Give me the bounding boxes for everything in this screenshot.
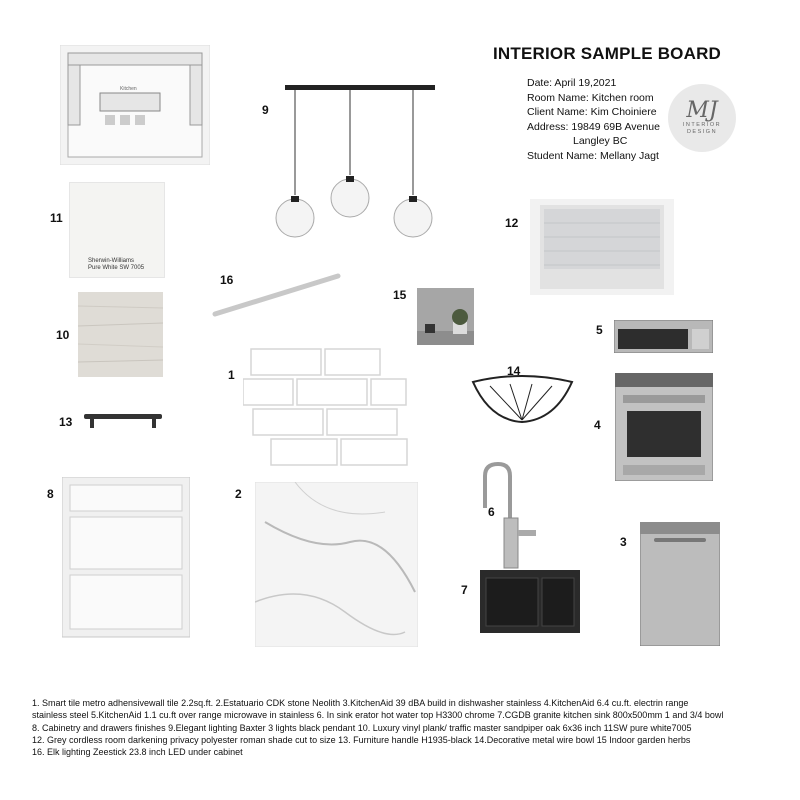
faucet-image: [470, 458, 550, 573]
item-number-4: 4: [594, 418, 601, 432]
herbs-image: [417, 288, 474, 345]
paint-brand: Sherwin-Williams: [88, 258, 135, 264]
floor-plan-image: [60, 45, 210, 165]
logo-line1: INTERIOR: [682, 122, 722, 128]
student-name-text: Student Name: Mellany Jagt: [527, 149, 659, 162]
item-number-1: 1: [228, 368, 235, 382]
marble-slab-image: [255, 482, 418, 647]
item-number-12: 12: [505, 216, 519, 230]
pendant-light-image: [265, 80, 455, 245]
item-number-8: 8: [47, 487, 54, 501]
designer-logo: [668, 84, 736, 152]
paint-color-name: Pure White SW 7005: [88, 265, 145, 271]
dishwasher-image: [640, 522, 720, 646]
client-name-text: Client Name: Kim Choiniere: [527, 106, 657, 118]
room-name-text: Room Name: Kitchen room: [527, 91, 654, 104]
address-text: Address: 19849 69B Avenue: [527, 120, 660, 133]
handle-image: [82, 408, 164, 432]
item-descriptions: [32, 697, 777, 758]
item-number-5: 5: [596, 323, 603, 337]
item-number-2: 2: [235, 487, 242, 501]
caption-line: 1. Smart tile metro adhensivewall tile 2.2sq.ft. 2.Estatuario CDK stone Neolith 3.KitchenAid 39 dBA build in dishwasher stainless 4.KitchenAid 6.4 cu.ft. electrin range: [32, 698, 689, 708]
led-stick-image: [210, 266, 345, 321]
wire-bowl-image: [470, 372, 575, 424]
roman-shade-image: [530, 199, 674, 295]
caption-line: 16. Elk lighting Zeestick 23.8 inch LED under cabinet: [32, 747, 243, 758]
microwave-image: [614, 320, 713, 353]
item-number-13: 13: [59, 415, 73, 429]
sink-image: [480, 570, 580, 633]
item-number-3: 3: [620, 535, 627, 549]
board-title: INTERIOR SAMPLE BOARD: [493, 44, 722, 63]
caption-line: stainless steel 5.KitchenAid 1.1 cu.ft over range microwave in stainless 6. In sink erator hot water top H3300 chrome 7.CGDB granite kitchen sink 800x500mm 1 and 3/4 bowl: [32, 710, 724, 721]
logo-line2: DESIGN: [686, 129, 718, 135]
item-number-7: 7: [461, 583, 468, 597]
item-number-10: 10: [56, 328, 70, 342]
logo-monogram: MJ: [686, 98, 718, 123]
address-city-text: Langley BC: [573, 135, 628, 147]
vinyl-plank-image: [78, 292, 163, 377]
item-number-6: 6: [488, 505, 495, 519]
cabinet-image: [62, 477, 190, 643]
subway-tile-image: [243, 343, 410, 468]
date-text: Date: April 19,2021: [527, 77, 617, 89]
caption-line: 12. Grey cordless room darkening privacy polyester roman shade cut to size 13. Furniture handle H1935-black 14.Decorative metal wire bowl 15 Indoor garden herbs: [32, 734, 691, 745]
caption-line: 8. Cabinetry and drawers finishes 9.Elegant lighting Baxter 3 lights black pendant 10. Luxury vinyl plank/ traffic master sandpiper oak 6x36 inch 11SW pure white7005: [32, 722, 692, 733]
item-number-11: 11: [50, 211, 63, 225]
floor-plan-label: Kitchen: [120, 86, 137, 92]
item-number-16: 16: [220, 273, 234, 287]
paint-swatch: [69, 182, 165, 278]
item-number-14: 14: [507, 364, 521, 378]
item-number-15: 15: [393, 288, 407, 302]
project-info: [527, 76, 660, 163]
range-image: [615, 373, 713, 481]
item-number-9: 9: [262, 103, 269, 117]
